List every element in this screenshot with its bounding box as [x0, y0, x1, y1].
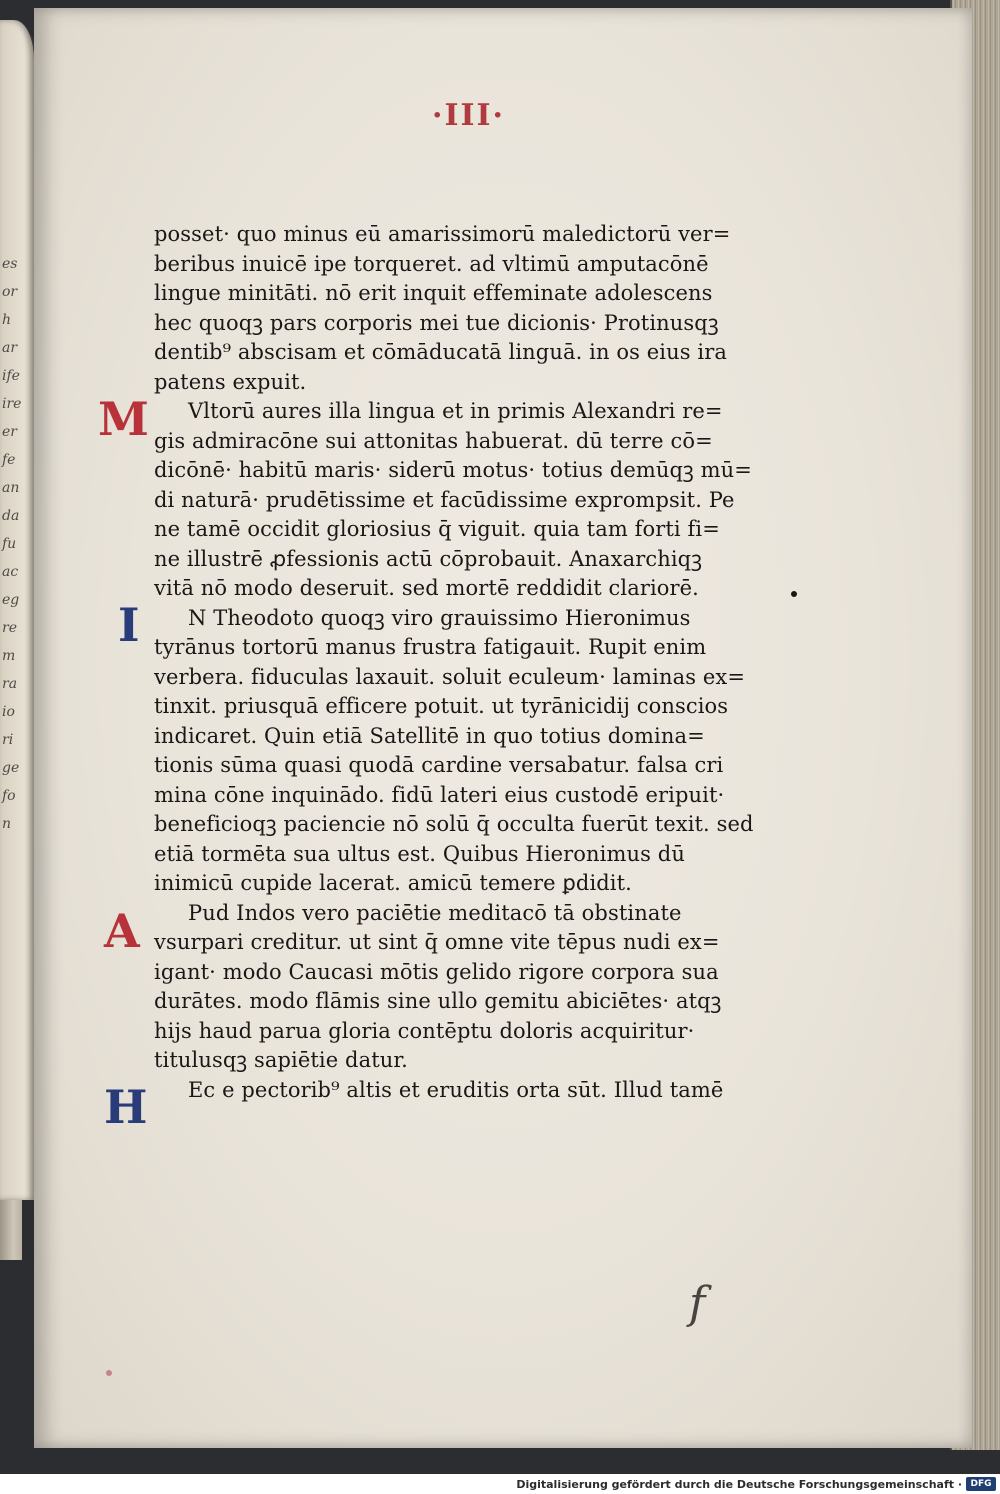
- ink-dot: [791, 591, 797, 597]
- left-page-glyph: ac: [2, 564, 19, 580]
- text-line: titulusqꝫ sapiētie datur.: [154, 1048, 408, 1072]
- left-page-glyph: ar: [2, 340, 18, 356]
- left-page-glyph: fu: [2, 536, 17, 552]
- left-page-glyph: re: [2, 620, 17, 636]
- text-line: dentib⁹ abscisam et cōmāducatā linguā. in os eius ira: [154, 340, 727, 364]
- left-page-glyph: an: [2, 480, 20, 496]
- initial-i: I: [118, 598, 140, 652]
- text-line: hijs haud parua gloria contēptu doloris acquiritur·: [154, 1018, 695, 1043]
- left-page-glyph: es: [2, 256, 18, 272]
- initial-h: H: [104, 1080, 148, 1134]
- text-line: indicaret. Quin etiā Satellitē in quo totius domina=: [154, 723, 705, 748]
- text-line: tinxit. priusquā efficere potuit. ut tyrānicidij conscios: [154, 694, 729, 718]
- initial-a: A: [104, 904, 140, 958]
- left-page-glyph: eg: [2, 592, 20, 608]
- left-page-glyph: ife: [2, 368, 20, 384]
- text-line: mina cōne inquinādo. fidū lateri eius custodē eripuit·: [154, 782, 725, 807]
- left-page-glyph: fo: [2, 788, 16, 804]
- text-line: posset· quo minus eū amarissimorū maledictorū ver=: [154, 222, 731, 246]
- text-block: [154, 220, 754, 1105]
- text-line: verbera. fiduculas laxauit. soluit eculeum· laminas ex=: [154, 664, 746, 689]
- left-page-text: [2, 250, 32, 838]
- text-line: di naturā· prudētissime et facūdissime exprompsit. Pe: [154, 487, 735, 512]
- text-line: ne illustrē ꝓfessionis actū cōprobauit. Anaxarchiqꝫ: [154, 546, 703, 571]
- text-line: vsurpari creditur. ut sint q̄ omne vite tēpus nudi ex=: [154, 930, 720, 954]
- text-line: tionis sūma quasi quodā cardine versabatur. falsa cri: [154, 753, 724, 777]
- text-line: inimicū cupide lacerat. amicū temere ꝑdidit.: [154, 871, 632, 895]
- text-line: beneficioqꝫ paciencie nō solū q̄ occulta fuerūt texit. sed: [154, 812, 754, 836]
- text-line: dicōnē· habitū maris· siderū motus· totius demūqꝫ mū=: [154, 458, 752, 482]
- text-line: durātes. modo flāmis sine ullo gemitu abiciētes· atqꝫ: [154, 989, 722, 1013]
- left-page-fragment: [0, 20, 36, 1200]
- left-page-glyph: or: [2, 284, 18, 300]
- left-page-glyph: fe: [2, 452, 16, 468]
- text-line: Ec e pectorib⁹ altis et eruditis orta sūt. Illud tamē: [188, 1077, 724, 1102]
- text-line: beribus inuicē ipe torqueret. ad vltimū amputacōnē: [154, 251, 709, 276]
- marginal-mark: f: [689, 1278, 706, 1329]
- red-ink-dot: [106, 1370, 112, 1376]
- text-line: gis admiracōne sui attonitas habuerat. dū terre cō=: [154, 428, 713, 453]
- left-page-glyph: ra: [2, 676, 18, 692]
- text-line: Vltorū aures illa lingua et in primis Alexandri re=: [188, 399, 723, 423]
- text-line: patens expuit.: [154, 369, 307, 394]
- dfg-logo: DFG: [966, 1477, 996, 1491]
- left-page-glyph: ri: [2, 732, 14, 748]
- left-page-glyph: n: [2, 816, 12, 832]
- left-page-glyph: er: [2, 424, 17, 440]
- left-page-glyph: da: [2, 508, 20, 524]
- funding-credit: Digitalisierung gefördert durch die Deutsche Forschungsgemeinschaft ·: [516, 1478, 962, 1491]
- text-line: igant· modo Caucasi mōtis gelido rigore corpora sua: [154, 959, 719, 984]
- text-line: etiā tormēta sua ultus est. Quibus Hieronimus dū: [154, 841, 685, 866]
- footer: [0, 1474, 1000, 1494]
- text-line: N Theodoto quoqꝫ viro grauissimo Hieronimus: [188, 605, 691, 630]
- text-line: tyrānus tortorū manus frustra fatigauit. Rupit enim: [154, 635, 707, 659]
- text-line: Pud Indos vero paciētie meditacō tā obstinate: [188, 900, 682, 925]
- left-page-glyph: ge: [2, 760, 20, 776]
- text-line: vitā nō modo deseruit. sed mortē reddidit clariorē.: [154, 576, 699, 600]
- text-line: hec quoqꝫ pars corporis mei tue dicionis· Protinusqꝫ: [154, 310, 719, 335]
- text-line: ne tamē occidit gloriosius q̄ viguit. quia tam forti fi=: [154, 517, 720, 541]
- text-line: lingue minitāti. nō erit inquit effeminate adolescens: [154, 281, 713, 305]
- left-page-glyph: io: [2, 704, 15, 720]
- left-page-glyph: ire: [2, 396, 22, 412]
- left-page-glyph: h: [2, 312, 12, 328]
- page: [34, 8, 972, 1448]
- left-page-glyph: m: [2, 648, 16, 664]
- folio-number: ·III·: [432, 98, 505, 133]
- initial-m: M: [98, 392, 149, 446]
